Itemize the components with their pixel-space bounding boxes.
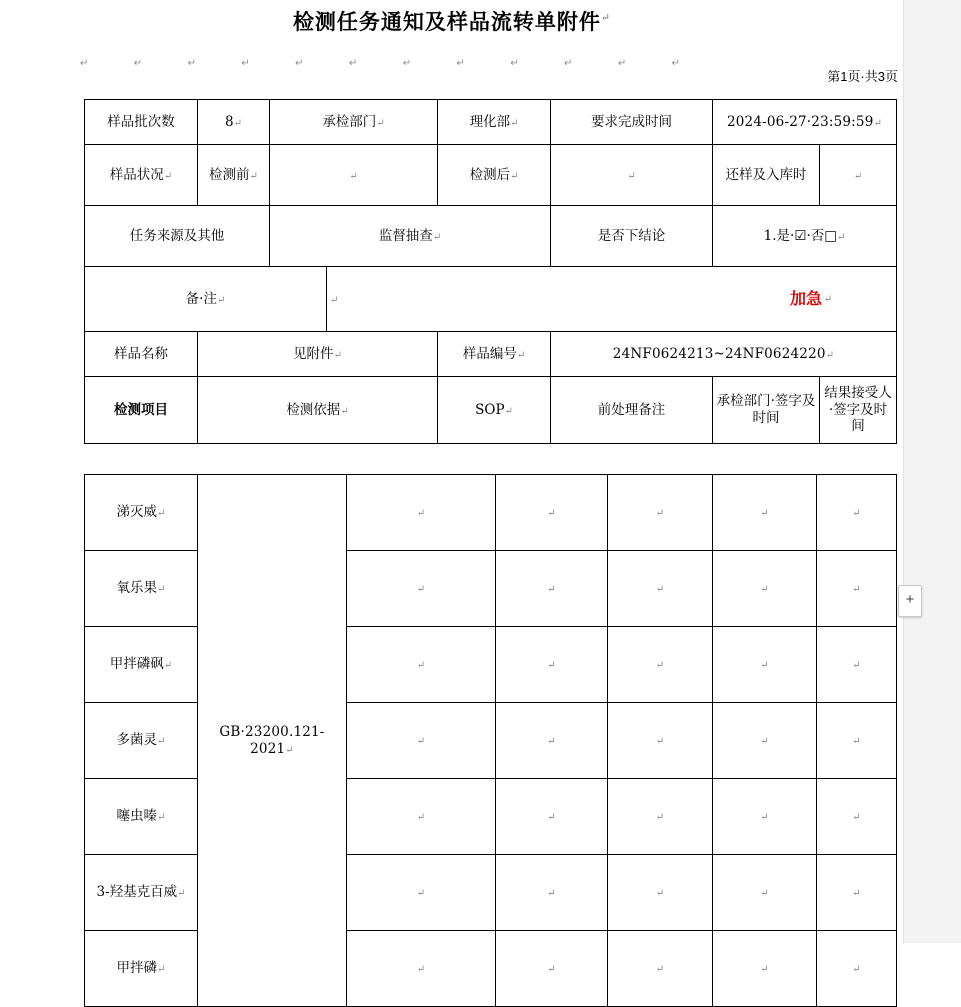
page-title-text: 检测任务通知及样品流转单附件	[292, 9, 601, 34]
cell-before-test-value[interactable]	[270, 145, 438, 206]
deadline-label-text: 要求完成时间	[591, 113, 673, 130]
test-item-name	[85, 475, 198, 551]
header-pretreatment-text: 前处理备注	[597, 401, 666, 418]
paragraph-mark: ↵	[416, 736, 426, 748]
cell-pretreatment[interactable]	[496, 931, 608, 1007]
paragraph-mark: ↵	[627, 170, 636, 182]
header-sop	[438, 377, 551, 444]
paragraph-mark: ↵	[233, 117, 242, 129]
cell-receiver-sign[interactable]	[713, 703, 817, 779]
cell-conclusion-value[interactable]	[713, 206, 897, 267]
table-row	[85, 475, 897, 551]
right-gutter	[903, 0, 961, 943]
paragraph-mark: ↵	[80, 58, 89, 69]
cell-dept-sign[interactable]	[608, 855, 713, 931]
task-source-value-text: 监督抽查	[378, 227, 433, 244]
page-title	[0, 6, 904, 36]
conclusion-value-text: 1.是·☑·否□	[763, 227, 837, 244]
paragraph-mark: ↵	[416, 584, 426, 596]
cell-sop[interactable]	[347, 931, 496, 1007]
paragraph-mark-row	[80, 58, 680, 69]
paragraph-mark: ↵	[655, 964, 665, 976]
paragraph-mark: ↵	[216, 294, 226, 306]
conclusion-label-text: 是否下结论	[597, 227, 666, 244]
test-item-name	[85, 855, 198, 931]
paragraph-mark: ↵	[249, 170, 258, 182]
paragraph-mark: ↵	[547, 584, 556, 596]
cell-dept-sign[interactable]	[608, 627, 713, 703]
test-item-name	[85, 627, 198, 703]
paragraph-mark: ↵	[760, 508, 769, 520]
paragraph-mark: ↵	[157, 584, 166, 596]
task-notice-table	[84, 99, 897, 444]
paragraph-mark: ↵	[852, 584, 861, 596]
paragraph-mark: ↵	[163, 170, 173, 182]
paragraph-mark: ↵	[547, 812, 556, 824]
sample-name-value-text: 见附件	[293, 345, 334, 362]
paragraph-mark: ↵	[547, 508, 556, 520]
paragraph-mark: ↵	[760, 888, 769, 900]
paragraph-mark: ↵	[825, 349, 835, 361]
paragraph-mark: ↵	[504, 405, 513, 417]
test-item-name-text: 3-羟基克百威	[96, 884, 178, 901]
cell-pretreatment[interactable]	[496, 855, 608, 931]
paragraph-mark: ↵	[547, 964, 556, 976]
cell-sop[interactable]	[347, 551, 496, 627]
paragraph-mark: ↵	[416, 508, 426, 520]
table-row	[85, 206, 897, 267]
cell-before-test-label	[198, 145, 270, 206]
paragraph-mark: ↵	[853, 170, 863, 182]
paragraph-mark: ↵	[655, 736, 665, 748]
cell-remark-label	[85, 267, 327, 332]
cell-sample-status-label	[85, 145, 198, 206]
paragraph-mark: ↵	[655, 888, 665, 900]
cell-pretreatment[interactable]	[496, 475, 608, 551]
cell-deadline-label	[551, 100, 713, 145]
cell-sample-name-label	[85, 332, 198, 377]
paragraph-mark: ↵	[333, 349, 342, 361]
cell-dept-sign[interactable]	[608, 779, 713, 855]
test-item-name	[85, 703, 198, 779]
title-paragraph-mark: ↵	[600, 11, 612, 24]
paragraph-mark: ↵	[340, 405, 349, 417]
cell-pretreatment[interactable]	[496, 627, 608, 703]
paragraph-mark: ↵	[295, 58, 304, 69]
table-row	[85, 332, 897, 377]
return-storage-label-text: 还样及入库时	[725, 166, 807, 183]
paragraph-mark: ↵	[330, 294, 339, 306]
test-item-name	[85, 931, 198, 1007]
cell-remark-value[interactable]	[327, 267, 897, 332]
cell-batch-label: 样品批次数	[85, 100, 198, 145]
cell-receiver-sign[interactable]	[713, 931, 817, 1007]
paragraph-mark: ↵	[837, 231, 846, 243]
test-item-name-text: 噻虫嗪	[116, 808, 158, 825]
after-test-label-text: 检测后	[469, 166, 511, 183]
paragraph-mark: ↵	[852, 812, 861, 824]
paragraph-mark: ↵	[510, 58, 519, 69]
dept-value-text: 理化部	[469, 113, 511, 130]
paragraph-mark: ↵	[187, 58, 196, 69]
table-header-row	[85, 377, 897, 444]
paragraph-mark: ↵	[547, 888, 556, 900]
paragraph-mark: ↵	[133, 58, 143, 69]
cell-sop[interactable]	[347, 703, 496, 779]
paragraph-mark: ↵	[402, 58, 412, 69]
header-basis-text: 检测依据	[286, 401, 341, 418]
cell-receiver-sign[interactable]	[713, 551, 817, 627]
cell-return-storage-value[interactable]	[820, 145, 897, 206]
paragraph-mark: ↵	[157, 736, 166, 748]
paragraph-mark: ↵	[873, 117, 883, 129]
paragraph-mark: ↵	[547, 660, 556, 672]
paragraph-mark: ↵	[760, 736, 769, 748]
cell-remark[interactable]	[817, 475, 897, 551]
paragraph-mark: ↵	[285, 744, 294, 756]
cell-return-storage-label	[713, 145, 820, 206]
paragraph-mark: ↵	[416, 964, 426, 976]
paragraph-mark: ↵	[416, 812, 426, 824]
paragraph-mark: ↵	[655, 812, 665, 824]
paragraph-mark: ↵	[416, 660, 426, 672]
cell-pretreatment[interactable]	[496, 703, 608, 779]
task-source-label-text: 任务来源及其他	[129, 227, 225, 244]
cell-task-source-label	[85, 206, 270, 267]
cell-remark[interactable]	[817, 551, 897, 627]
cell-dept-sign[interactable]	[608, 703, 713, 779]
cell-sop[interactable]	[347, 855, 496, 931]
cell-remark[interactable]	[817, 779, 897, 855]
sample-status-label-text: 样品状况	[109, 166, 164, 183]
paragraph-mark: ↵	[456, 58, 465, 69]
test-item-name-text: 氧乐果	[116, 580, 158, 597]
cell-sop[interactable]	[347, 627, 496, 703]
cell-remark[interactable]	[817, 855, 897, 931]
header-item: 检测项目	[85, 377, 198, 444]
cell-task-source-value[interactable]	[270, 206, 551, 267]
cell-remark[interactable]	[817, 703, 897, 779]
cell-pretreatment[interactable]	[496, 779, 608, 855]
paragraph-mark: ↵	[655, 508, 665, 520]
paragraph-mark: ↵	[760, 812, 769, 824]
cell-receiver-sign[interactable]	[713, 627, 817, 703]
paragraph-mark: ↵	[349, 170, 358, 182]
paragraph-mark: ↵	[241, 58, 250, 69]
table-row	[85, 267, 897, 332]
paragraph-mark: ↵	[157, 508, 166, 520]
paragraph-mark: ↵	[852, 736, 861, 748]
cell-sop[interactable]	[347, 779, 496, 855]
cell-dept-sign[interactable]	[608, 931, 713, 1007]
header-pretreatment	[551, 377, 713, 444]
cell-receiver-sign[interactable]	[713, 779, 817, 855]
paragraph-mark: ↵	[671, 58, 680, 69]
cell-pretreatment[interactable]	[496, 551, 608, 627]
paragraph-mark: ↵	[510, 170, 519, 182]
paragraph-mark: ↵	[510, 117, 519, 129]
cell-sample-no-label	[438, 332, 551, 377]
paragraph-mark: ↵	[655, 660, 665, 672]
test-item-name-text: 甲拌磷砜	[109, 656, 164, 673]
page-number: 第1页·共3页	[827, 69, 898, 84]
cell-batch-value[interactable]	[198, 100, 270, 145]
paragraph-mark: ↵	[760, 584, 769, 596]
paragraph-mark: ↵	[157, 964, 166, 976]
dept-label-text: 承检部门	[322, 113, 377, 130]
paragraph-mark: ↵	[852, 888, 861, 900]
paragraph-mark: ↵	[348, 58, 358, 69]
header-sop-text: SOP	[475, 401, 505, 418]
cell-dept-sign[interactable]	[608, 475, 713, 551]
sample-no-value-text: 24NF0624213~24NF0624220	[612, 345, 826, 362]
paragraph-mark: ↵	[416, 888, 426, 900]
urgent-stamp: 加急	[790, 289, 823, 308]
test-items-table	[84, 474, 897, 1007]
add-row-button[interactable]: +	[898, 585, 922, 617]
cell-sop[interactable]	[347, 475, 496, 551]
cell-remark[interactable]	[817, 931, 897, 1007]
paragraph-mark: ↵	[655, 584, 665, 596]
paragraph-mark: ↵	[516, 349, 526, 361]
cell-after-test-label	[438, 145, 551, 206]
paragraph-mark: ↵	[852, 508, 861, 520]
table-row	[85, 100, 897, 145]
paragraph-mark: ↵	[617, 58, 627, 69]
header-dept-sign: 承检部门·签字及时间	[713, 377, 820, 444]
remark-label-text: 备·注	[185, 290, 217, 307]
paragraph-mark: ↵	[823, 294, 833, 305]
test-basis-text: GB·23200.121-2021	[219, 723, 325, 757]
cell-sample-name-value[interactable]	[198, 332, 438, 377]
paragraph-mark: ↵	[852, 964, 861, 976]
cell-deadline-value[interactable]	[713, 100, 897, 145]
sample-no-label-text: 样品编号	[462, 345, 517, 362]
test-item-name-text: 涕灭威	[116, 504, 158, 521]
header-basis	[198, 377, 438, 444]
cell-after-test-value[interactable]	[551, 145, 713, 206]
deadline-value-text: 2024-06-27·23:59:59	[726, 113, 874, 130]
cell-dept-value[interactable]	[438, 100, 551, 145]
table-row	[85, 145, 897, 206]
paragraph-mark: ↵	[547, 736, 556, 748]
paragraph-mark: ↵	[760, 660, 769, 672]
test-item-name-text: 甲拌磷	[116, 960, 158, 977]
paragraph-mark: ↵	[177, 888, 186, 900]
test-item-name	[85, 551, 198, 627]
test-basis-cell[interactable]	[198, 475, 347, 1007]
test-item-name	[85, 779, 198, 855]
cell-dept-label	[270, 100, 438, 145]
batch-value-text: 8	[225, 113, 234, 130]
cell-dept-sign[interactable]	[608, 551, 713, 627]
paragraph-mark: ↵	[564, 58, 573, 69]
before-test-label-text: 检测前	[209, 166, 250, 183]
sample-name-label-text: 样品名称	[114, 345, 168, 362]
cell-receiver-sign[interactable]	[713, 855, 817, 931]
cell-sample-no-value[interactable]	[551, 332, 897, 377]
paragraph-mark: ↵	[376, 117, 385, 129]
test-item-name-text: 多菌灵	[116, 732, 158, 749]
paragraph-mark: ↵	[432, 231, 442, 243]
paragraph-mark: ↵	[760, 964, 769, 976]
cell-receiver-sign[interactable]	[713, 475, 817, 551]
paragraph-mark: ↵	[163, 660, 173, 672]
cell-remark[interactable]	[817, 627, 897, 703]
header-receiver-sign: 结果接受人·签字及时间	[820, 377, 897, 444]
cell-conclusion-label	[551, 206, 713, 267]
paragraph-mark: ↵	[852, 660, 861, 672]
paragraph-mark: ↵	[157, 812, 166, 824]
